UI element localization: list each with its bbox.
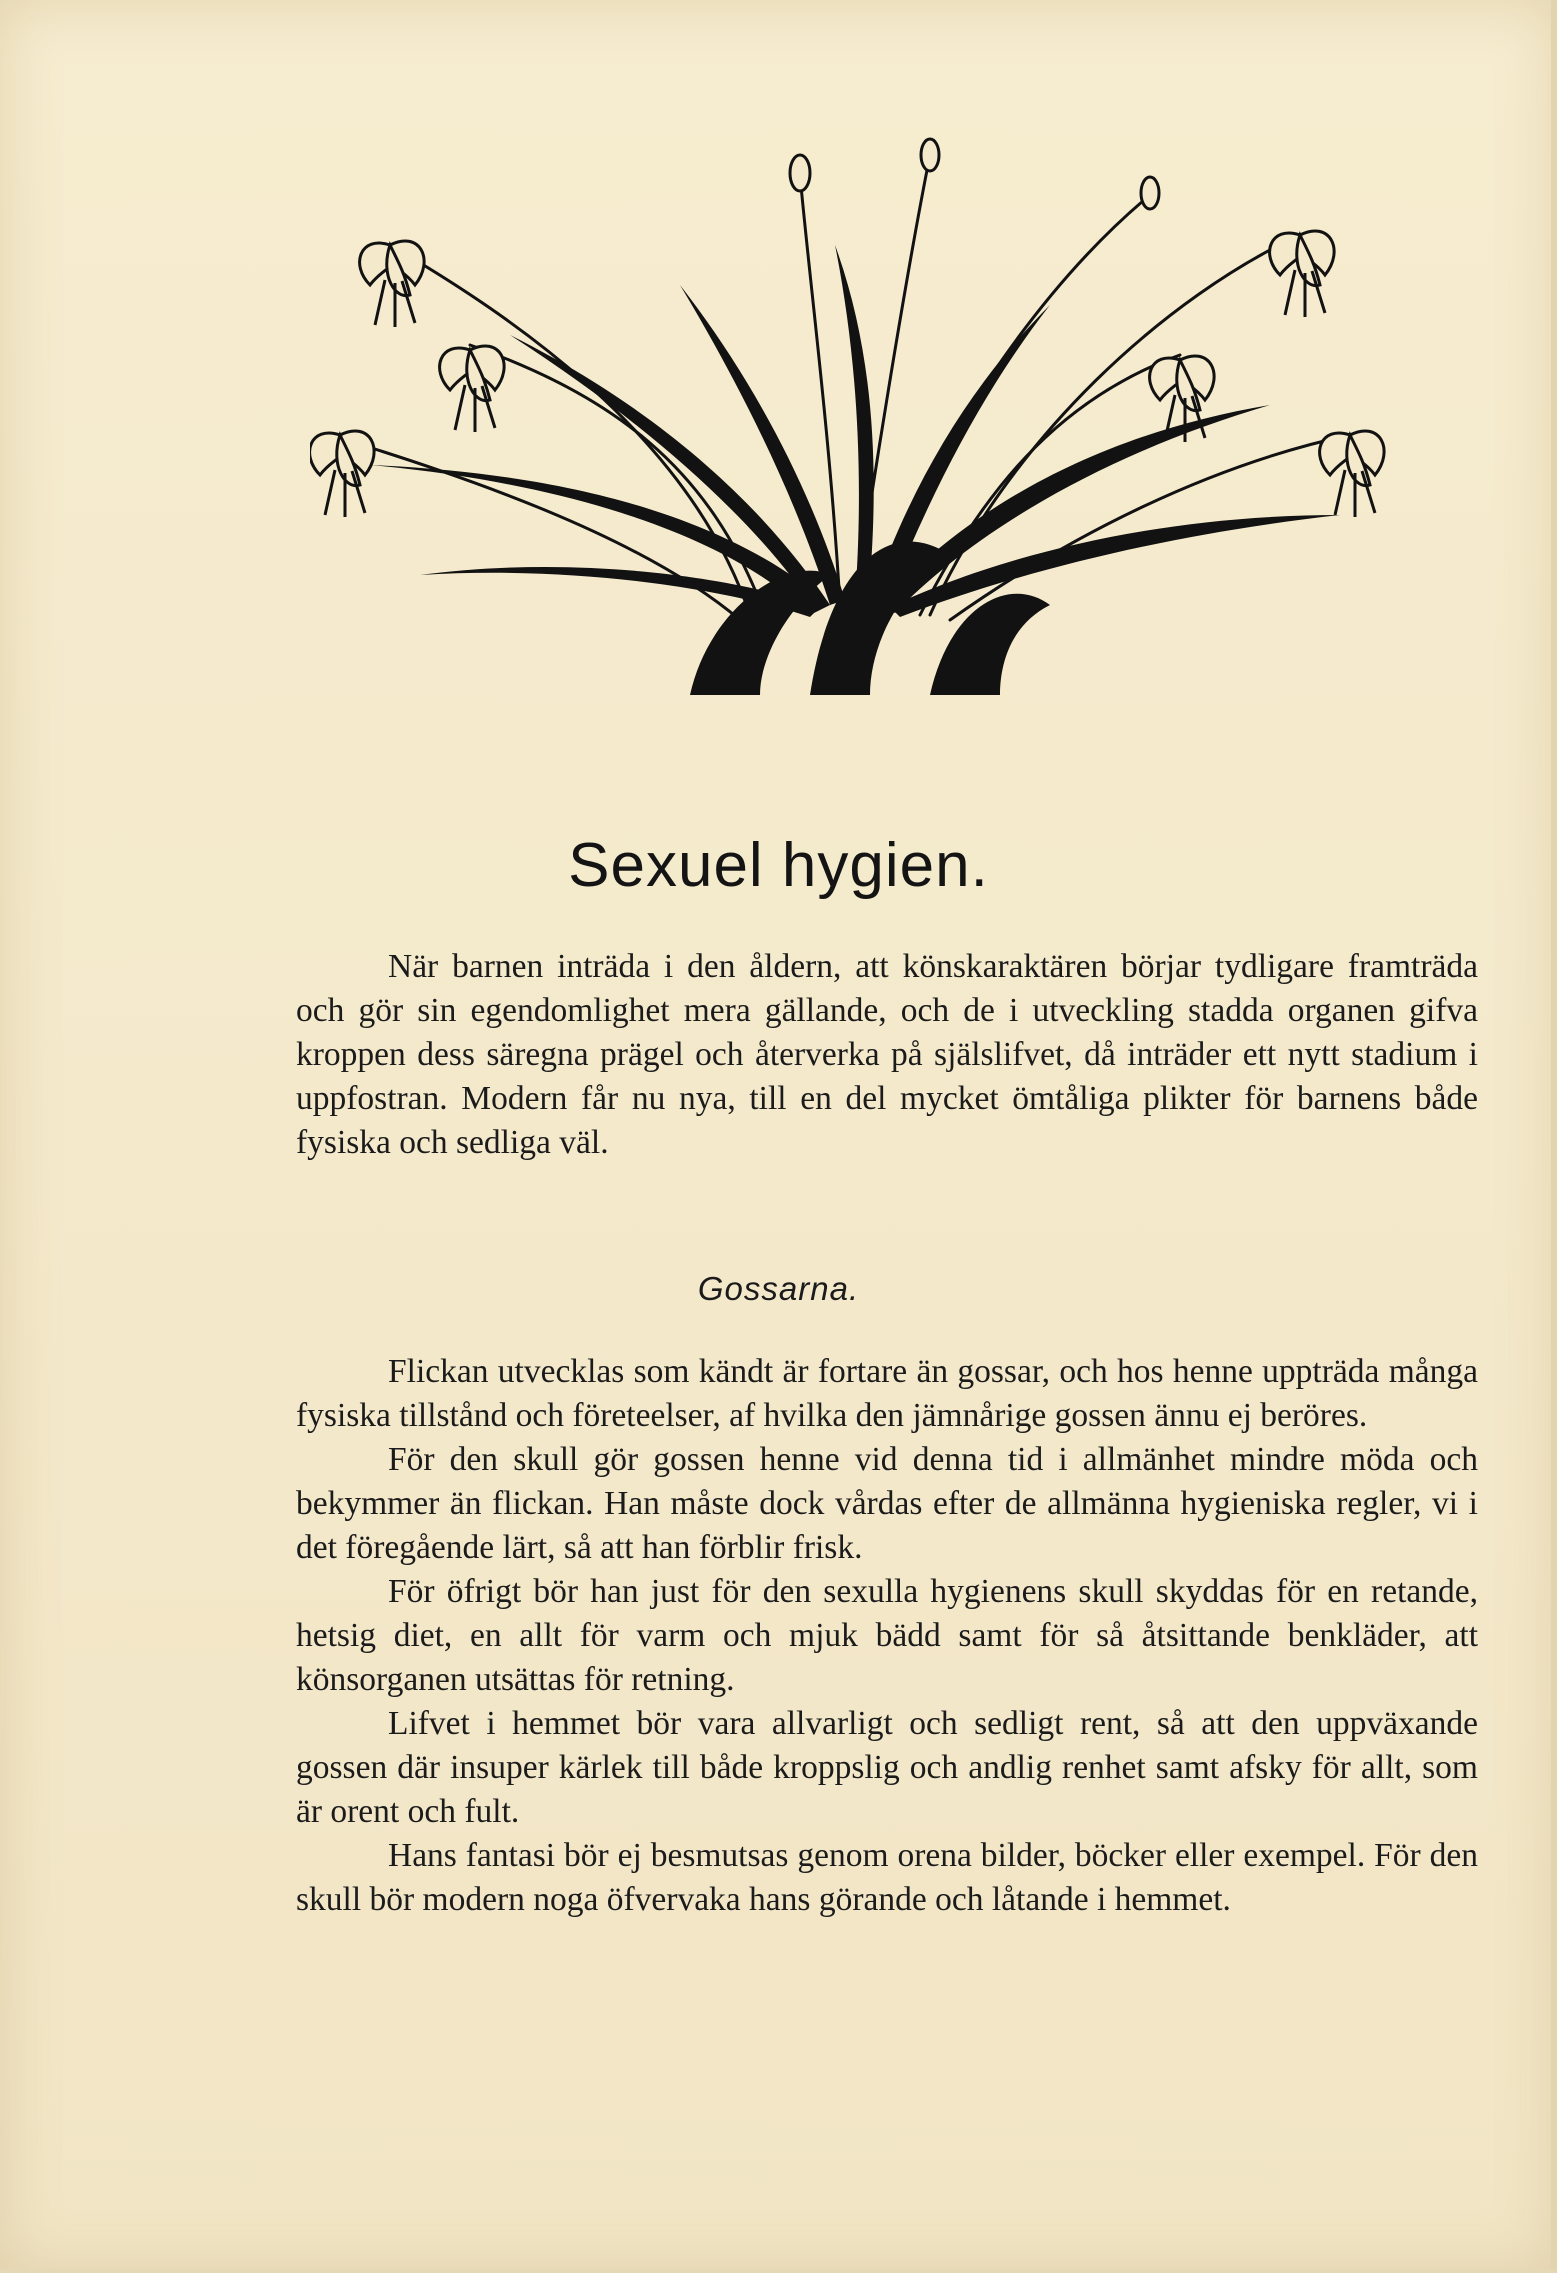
paragraph: Flickan utvecklas som kändt är fortare än gossar, och hos henne uppträda många fysiska tillstånd och företeelser, af hvilka den jämnårige gossen ännu ej beröres.: [296, 1353, 1478, 1434]
section-subheading: Gossarna.: [697, 1270, 860, 1307]
paragraph: Hans fantasi bör ej besmutsas genom orena bilder, böcker eller exempel. För den skull bör modern noga öfvervaka hans görande och låtande i hemmet.: [296, 1837, 1478, 1918]
section-text: [296, 1350, 1478, 1922]
lily-plant-illustration-icon: [310, 135, 1390, 695]
paragraph: För öfrigt bör han just för den sexulla hygienens skull skyddas för en retande, hetsig diet, en allt för varm och mjuk bädd samt för så åtsittande benkläder, att könsorganen utsättas för retning.: [296, 1573, 1478, 1698]
intro-text: [296, 945, 1478, 1165]
intro-paragraph: När barnen inträda i den åldern, att könskaraktären börjar tydligare framträda och gör sin egendomlighet mera gällande, och de i utveckling stadda organen gifva kroppen dess säregna prägel och återverka på själslifvet, då inträder ett nytt stadium i uppfostran. Modern får nu nya, till en del mycket ömtåliga plikter för barnens både fysiska och sedliga väl.: [296, 948, 1478, 1161]
paragraph: För den skull gör gossen henne vid denna tid i allmänhet mindre möda och bekymmer än flickan. Han måste dock vårdas efter de allmänna hygieniska regler, vi i det föregående lärt, så att han förblir frisk.: [296, 1441, 1478, 1566]
page-title: Sexuel hygien.: [568, 831, 989, 900]
paragraph: Lifvet i hemmet bör vara allvarligt och sedligt rent, så att den uppväxande gossen där insuper kärlek till både kroppslig och andlig renhet samt afsky för allt, som är orent och fult.: [296, 1705, 1478, 1830]
